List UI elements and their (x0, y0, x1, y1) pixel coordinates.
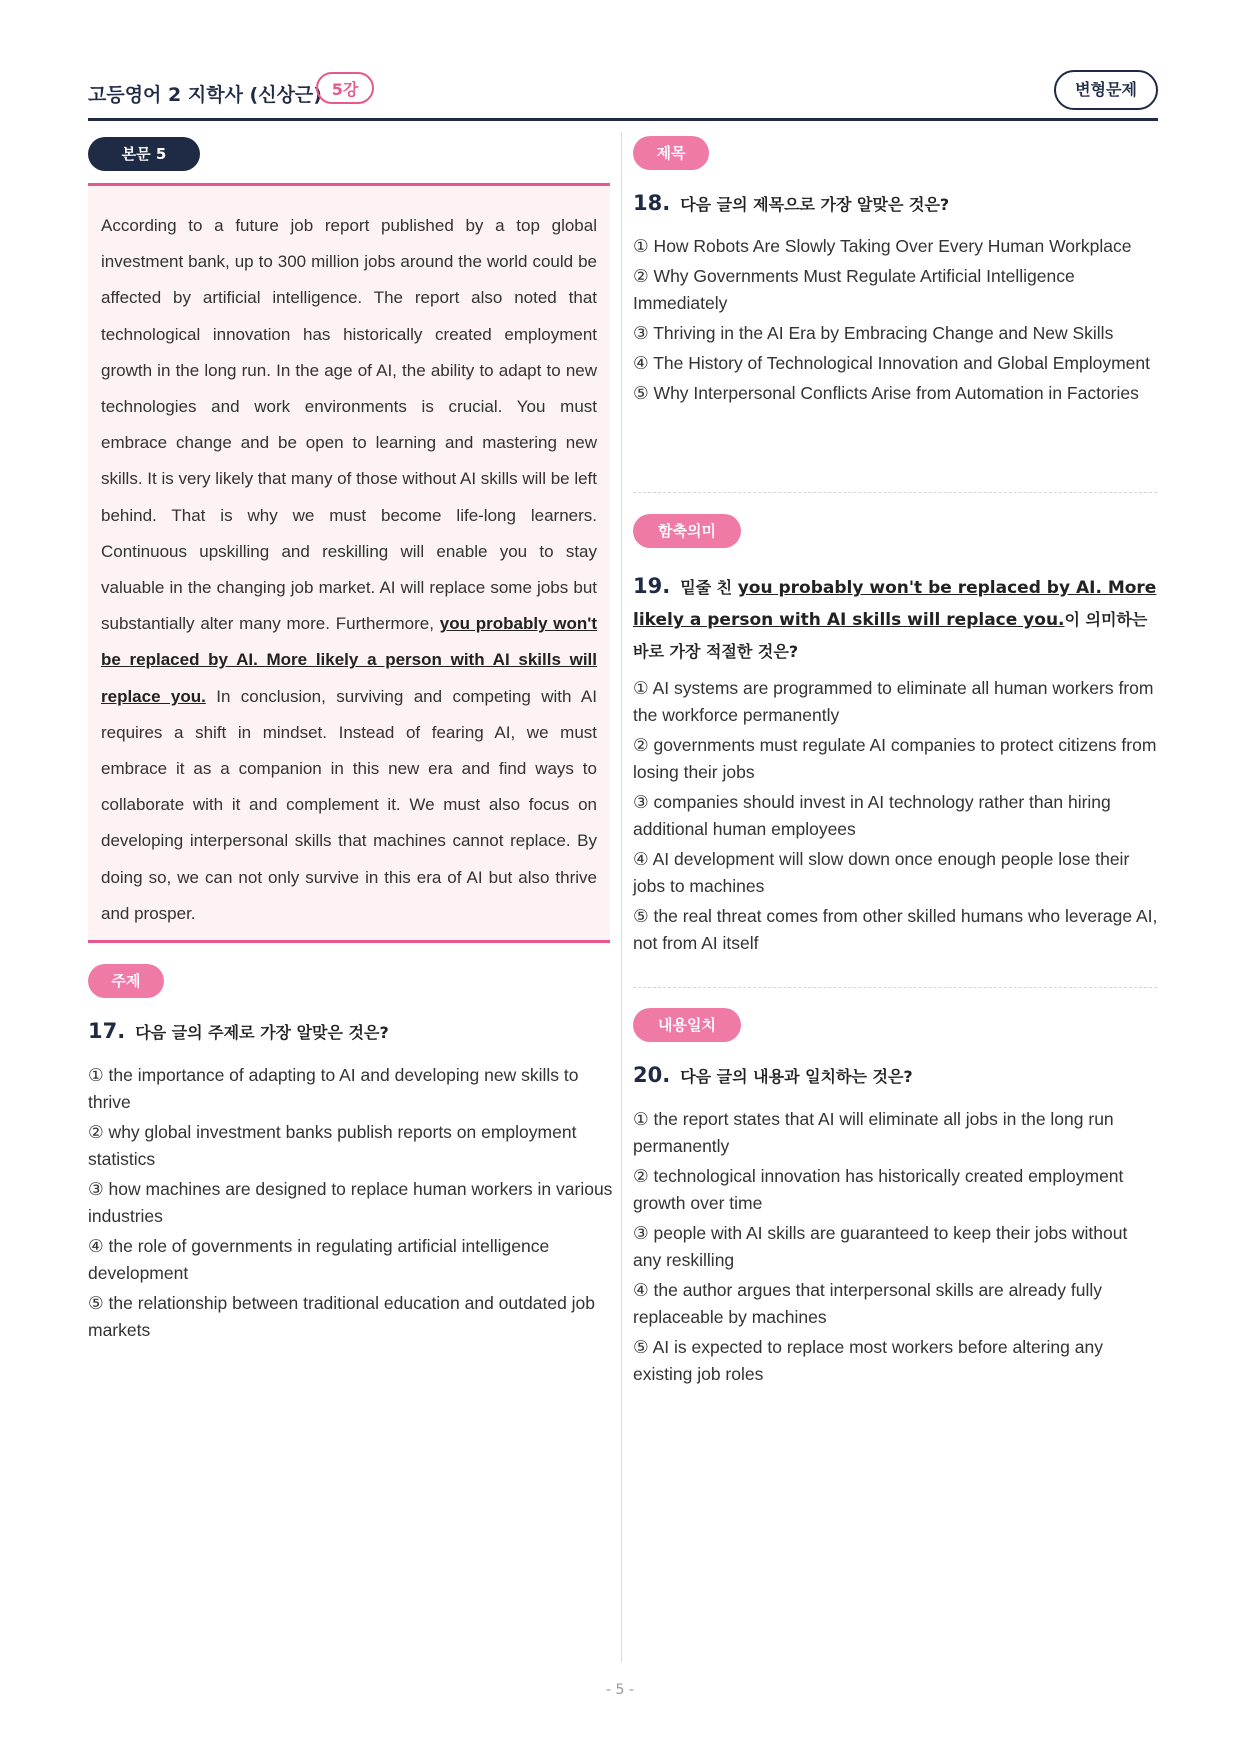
q18-choice-2[interactable]: ② Why Governments Must Regulate Artificial Intelligence Immediately (633, 266, 1075, 313)
q18-choice-4[interactable]: ④ The History of Technological Innovation and Global Employment (633, 353, 1150, 373)
q17-choice-3[interactable]: ③ how machines are designed to replace human workers in various industries (88, 1179, 613, 1226)
q18-number: 18. (633, 191, 671, 215)
passage-text-before: According to a future job report published by a top global investment bank, up to 300 million jobs around the world could be affected by artificial intelligence. The report also noted that technological innovation has historically created employment growth in the long run. In the age of AI, the ability to adapt to new technologies and work environments is crucial. You must embrace change and be open to learning and mastering new skills. It is very likely that many of those without AI skills will be left behind. That is why we must become life-long learners. Continuous upskilling and reskilling will enable you to stay valuable in the changing job market. AI will replace some jobs but substantially alter many more. Furthermore, (101, 216, 598, 634)
q20-prompt: 다음 글의 내용과 일치하는 것은? (680, 1067, 913, 1086)
document-title: 고등영어 2 지학사 (신상근) (88, 84, 322, 106)
q17-number: 17. (88, 1019, 126, 1043)
lesson-badge: 5강 (316, 72, 374, 104)
q17-prompt: 다음 글의 주제로 가장 알맞은 것은? (135, 1023, 389, 1042)
q18-choice-1[interactable]: ① How Robots Are Slowly Taking Over Every Human Workplace (633, 236, 1132, 256)
q19-prompt-underlined: you probably won't be replaced by AI. More likely a person with AI skills will replace you. (633, 578, 1157, 630)
q20-title (633, 1064, 913, 1088)
q20-number: 20. (633, 1063, 671, 1087)
q18-choices (633, 233, 1158, 410)
q19-choice-3[interactable]: ③ companies should invest in AI technology rather than hiring additional human employees (633, 792, 1111, 839)
q20-choices (633, 1106, 1158, 1391)
q17-choice-4[interactable]: ④ the role of governments in regulating artificial intelligence development (88, 1236, 550, 1283)
passage-box (88, 183, 610, 943)
q18-title (633, 192, 949, 216)
q19-tag: 함축의미 (633, 514, 741, 548)
column-divider (621, 132, 622, 1662)
passage-text-after: In conclusion, surviving and competing with AI requires a shift in mindset. Instead of fearing AI, we must embrace it as a companion in this new era and find ways to collaborate with it and complement it. We must also focus on developing interpersonal skills that machines cannot replace. By doing so, we can not only survive in this era of AI but also thrive and prosper. (101, 686, 597, 923)
q20-choice-4[interactable]: ④ the author argues that interpersonal skills are already fully replaceable by machines (633, 1280, 1102, 1327)
q19-title (633, 570, 1158, 668)
q19-choice-2[interactable]: ② governments must regulate AI companies to protect citizens from losing their jobs (633, 735, 1157, 782)
q18-choice-3[interactable]: ③ Thriving in the AI Era by Embracing Change and New Skills (633, 323, 1114, 343)
question-type-badge: 변형문제 (1054, 70, 1158, 110)
q19-choice-5[interactable]: ⑤ the real threat comes from other skilled humans who leverage AI, not from AI itself (633, 906, 1158, 953)
passage-tag: 본문 5 (88, 137, 200, 171)
q19-choice-4[interactable]: ④ AI development will slow down once enough people lose their jobs to machines (633, 849, 1130, 896)
q17-choice-5[interactable]: ⑤ the relationship between traditional education and outdated job markets (88, 1293, 596, 1340)
q20-tag: 내용일치 (633, 1008, 741, 1042)
q19-choices (633, 675, 1158, 960)
q17-tag: 주제 (88, 964, 164, 998)
passage-underlined-text: you probably won't be replaced by AI. More likely a person with AI skills will replace you. (101, 614, 597, 706)
section-divider-2 (633, 987, 1157, 988)
q19-prompt-after: 이 의미하는 바로 가장 적절한 것은? (633, 610, 1148, 661)
q20-choice-2[interactable]: ② technological innovation has historically created employment growth over time (633, 1166, 1124, 1213)
section-divider-1 (633, 492, 1157, 493)
q18-tag: 제목 (633, 136, 709, 170)
passage-text (101, 208, 597, 932)
q17-choice-2[interactable]: ② why global investment banks publish reports on employment statistics (88, 1122, 577, 1169)
q20-choice-5[interactable]: ⑤ AI is expected to replace most workers before altering any existing job roles (633, 1337, 1103, 1384)
page-header (88, 70, 1158, 120)
q19-prompt-before: 밑줄 친 (680, 578, 738, 597)
q17-title (88, 1020, 389, 1044)
q20-choice-3[interactable]: ③ people with AI skills are guaranteed to keep their jobs without any reskilling (633, 1223, 1128, 1270)
q18-prompt: 다음 글의 제목으로 가장 알맞은 것은? (680, 195, 950, 214)
header-divider (88, 118, 1158, 121)
q20-choice-1[interactable]: ① the report states that AI will eliminate all jobs in the long run permanently (633, 1109, 1114, 1156)
q17-choice-1[interactable]: ① the importance of adapting to AI and developing new skills to thrive (88, 1065, 579, 1112)
page-number: - 5 - (606, 1682, 634, 1698)
q17-choices (88, 1062, 613, 1347)
q19-choice-1[interactable]: ① AI systems are programmed to eliminate all human workers from the workforce permanently (633, 678, 1154, 725)
q19-number: 19. (633, 574, 671, 598)
q18-choice-5[interactable]: ⑤ Why Interpersonal Conflicts Arise from Automation in Factories (633, 383, 1139, 403)
